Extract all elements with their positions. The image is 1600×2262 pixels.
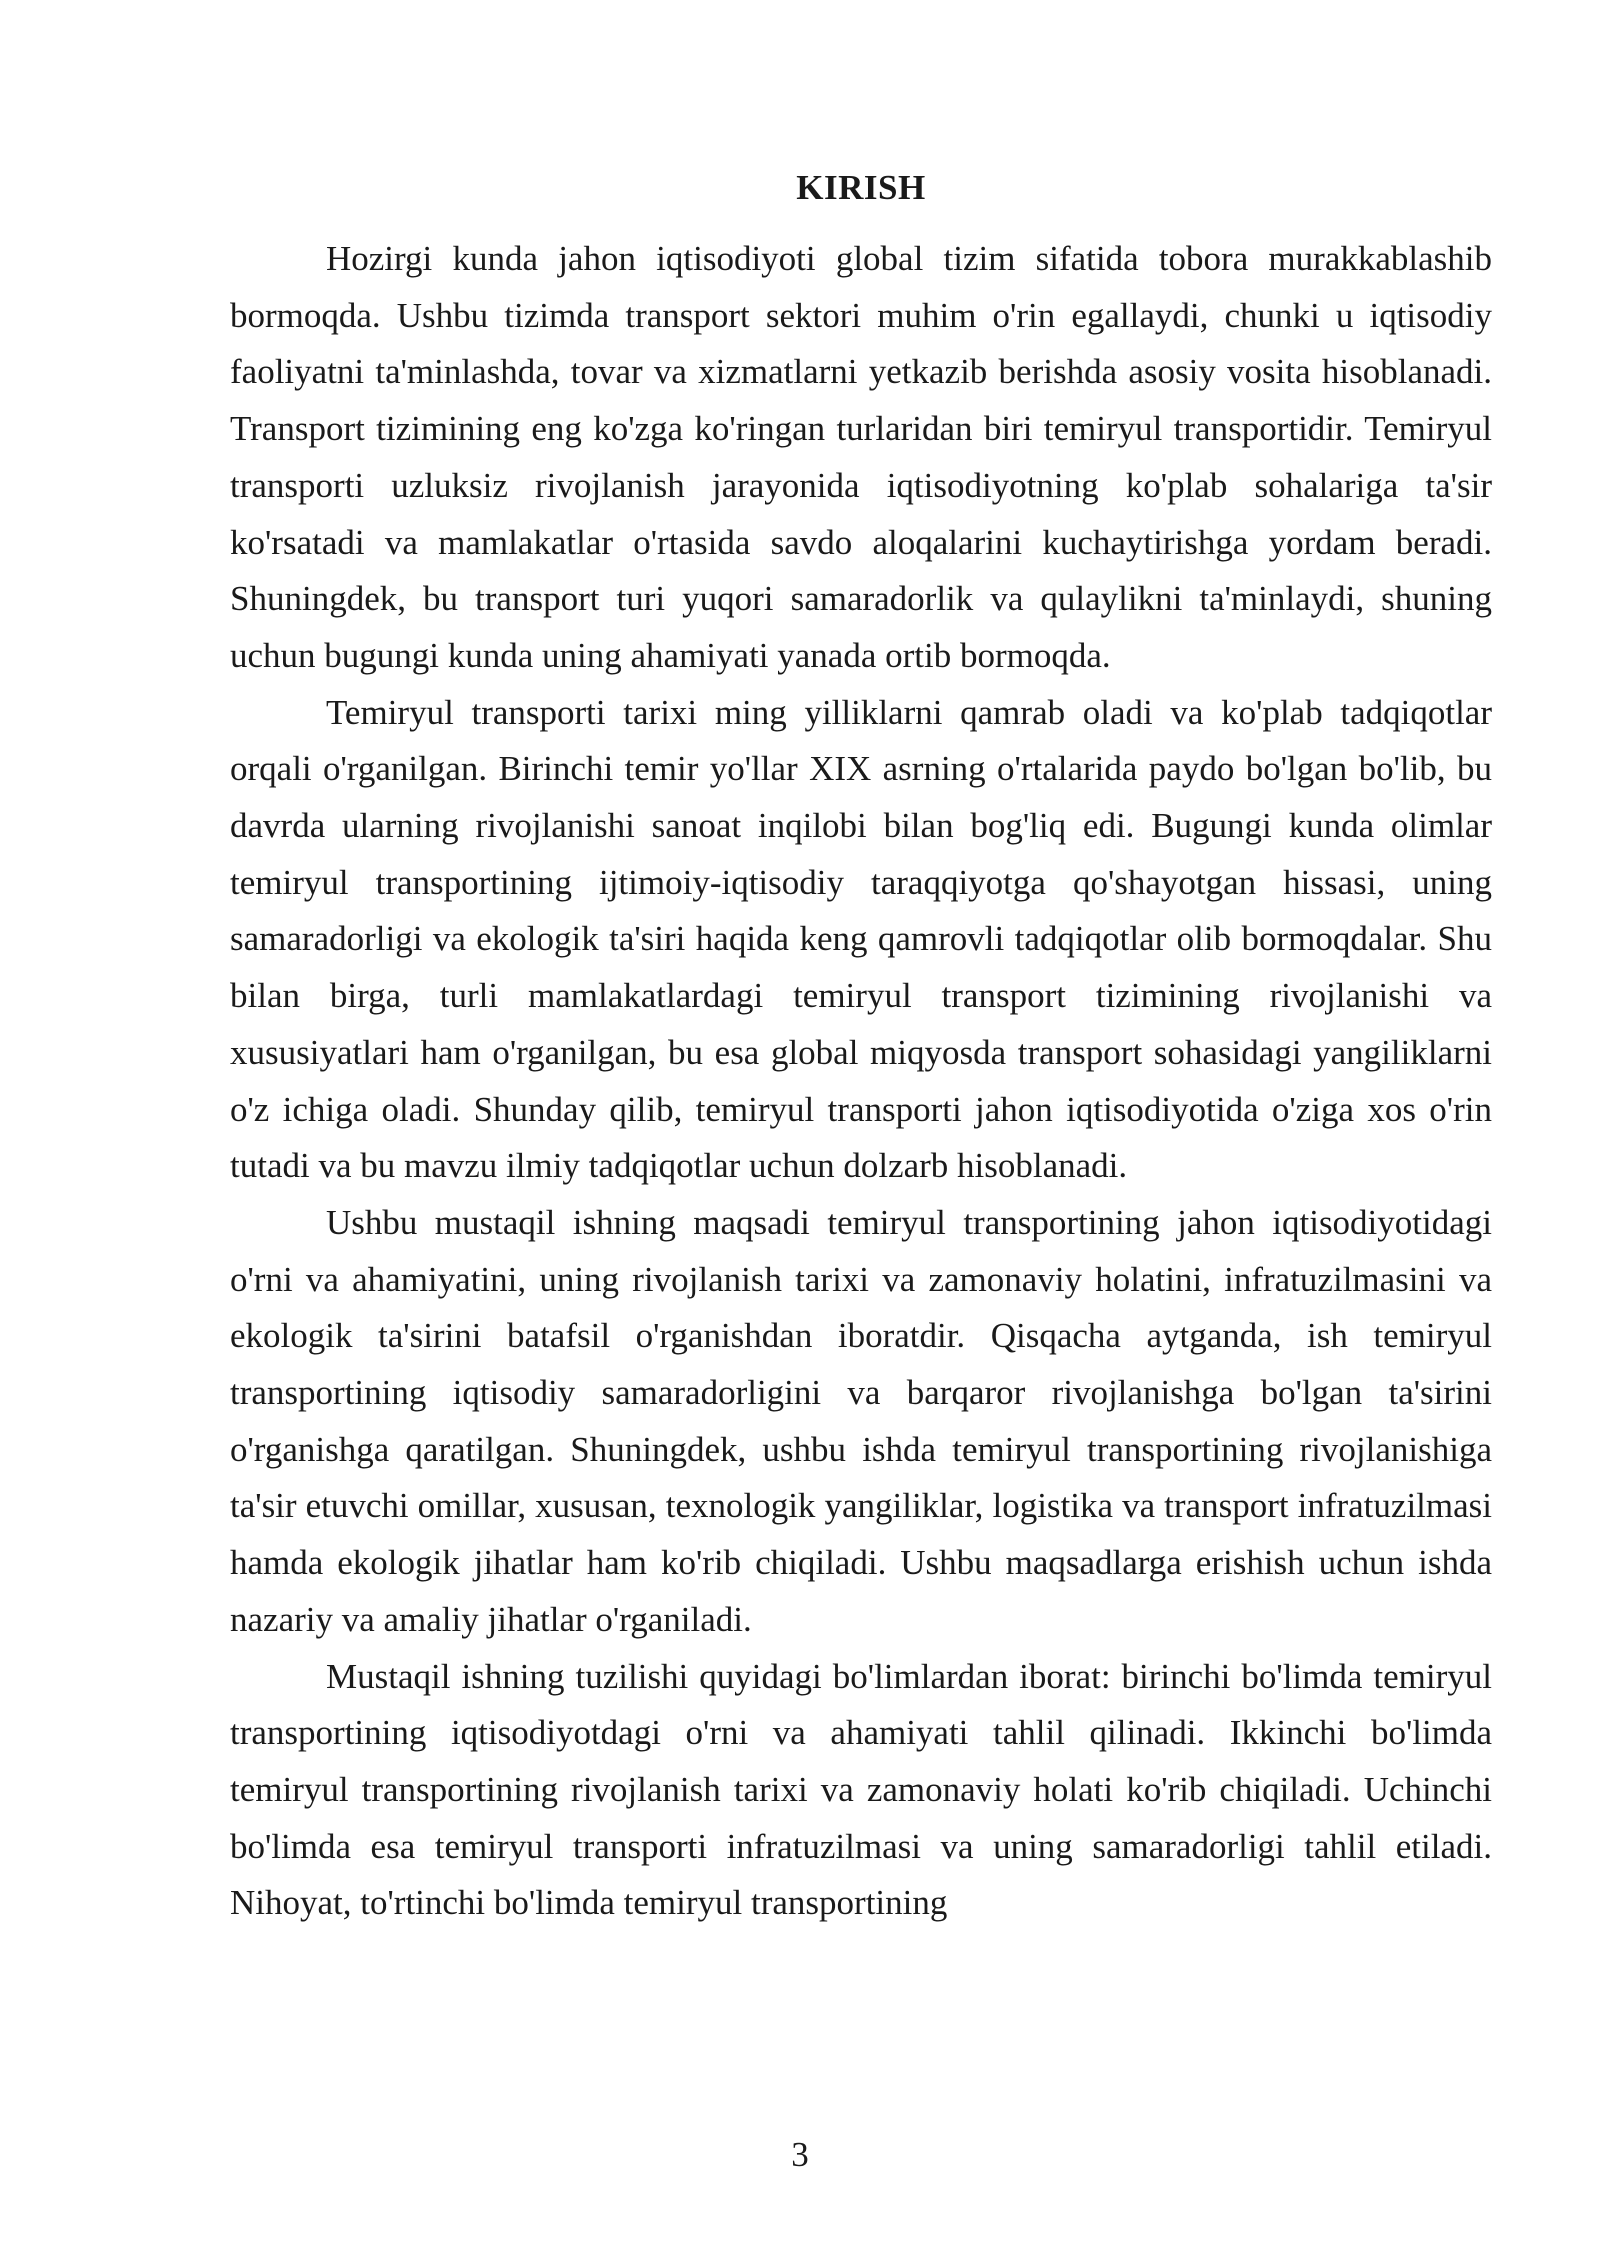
paragraph-structure: Mustaqil ishning tuzilishi quyidagi bo'limlardan iborat: birinchi bo'limda temiryul transportining iqtisodiyotdagi o'rni va ahamiyati tahlil qilinadi. Ikkinchi bo'limda temiryul transportining rivojlanish tarixi va zamonaviy holati ko'rib chiqiladi. Uchinchi bo'limda esa temiryul transporti infratuzilmasi va uning samaradorligi tahlil etiladi. Nihoyat, to'rtinchi bo'limda temiryul transportining [230, 1656, 1492, 1923]
paragraph-purpose: Ushbu mustaqil ishning maqsadi temiryul transportining jahon iqtisodiyotidagi o'rni va ahamiyatini, uning rivojlanish tarixi va zamonaviy holatini, infratuzilmasini va ekologik ta'sirini batafsil o'rganishdan iboratdir. Qisqacha aytganda, ish temiryul transportining iqtisodiy samaradorligini va barqaror rivojlanishga bo'lgan ta'sirini o'rganishga qaratilgan. Shuningdek, ushbu ishda temiryul transportining rivojlanishiga ta'sir etuvchi omillar, xususan, texnologik yangiliklar, logistika va transport infratuzilmasi hamda ekologik jihatlar ham ko'rib chiqiladi. Ushbu maqsadlarga erishish uchun ishda nazariy va amaliy jihatlar o'rganiladi. [230, 1202, 1492, 1639]
paragraph-history: Temiryul transporti tarixi ming yilliklarni qamrab oladi va ko'plab tadqiqotlar orqali o'rganilgan. Birinchi temir yo'llar XIX asrning o'rtalarida paydo bo'lgan bo'lib, bu davrda ularning rivojlanishi sanoat inqilobi bilan bog'liq edi. Bugungi kunda olimlar temiryul transportining ijtimoiy-iqtisodiy taraqqiyotga qo'shayotgan hissasi, uning samaradorligi va ekologik ta'siri haqida keng qamrovli tadqiqotlar olib bormoqdalar. Shu bilan birga, turli mamlakatlardagi temiryul transport tizimining rivojlanishi va xususiyatlari ham o'rganilgan, bu esa global miqyosda transport sohasidagi yangiliklarni o'z ichiga oladi. Shunday qilib, temiryul transporti jahon iqtisodiyotida o'ziga xos o'rin tutadi va bu mavzu ilmiy tadqiqotlar uchun dolzarb hisoblanadi. [230, 692, 1492, 1186]
paragraph-introduction: Hozirgi kunda jahon iqtisodiyoti global tizim sifatida tobora murakkablashib bormoqda. Ushbu tizimda transport sektori muhim o'rin egallaydi, chunki u iqtisodiy faoliyatni ta'minlashda, tovar va xizmatlarni yetkazib berishda asosiy vosita hisoblanadi. Transport tizimining eng ko'zga ko'ringan turlaridan biri temiryul transportidir. Temiryul transporti uzluksiz rivojlanish jarayonida iqtisodiyotning ko'plab sohalariga ta'sir ko'rsatadi va mamlakatlar o'rtasida savdo aloqalarini kuchaytirishga yordam beradi. Shuningdek, bu transport turi yuqori samaradorlik va qulaylikni ta'minlaydi, shuning uchun bugungi kunda uning ahamiyati yanada ortib bormoqda. [230, 239, 1492, 675]
page-title: KIRISH [796, 168, 926, 207]
page-content [230, 160, 1492, 1932]
page-number: 3 [791, 2135, 809, 2174]
